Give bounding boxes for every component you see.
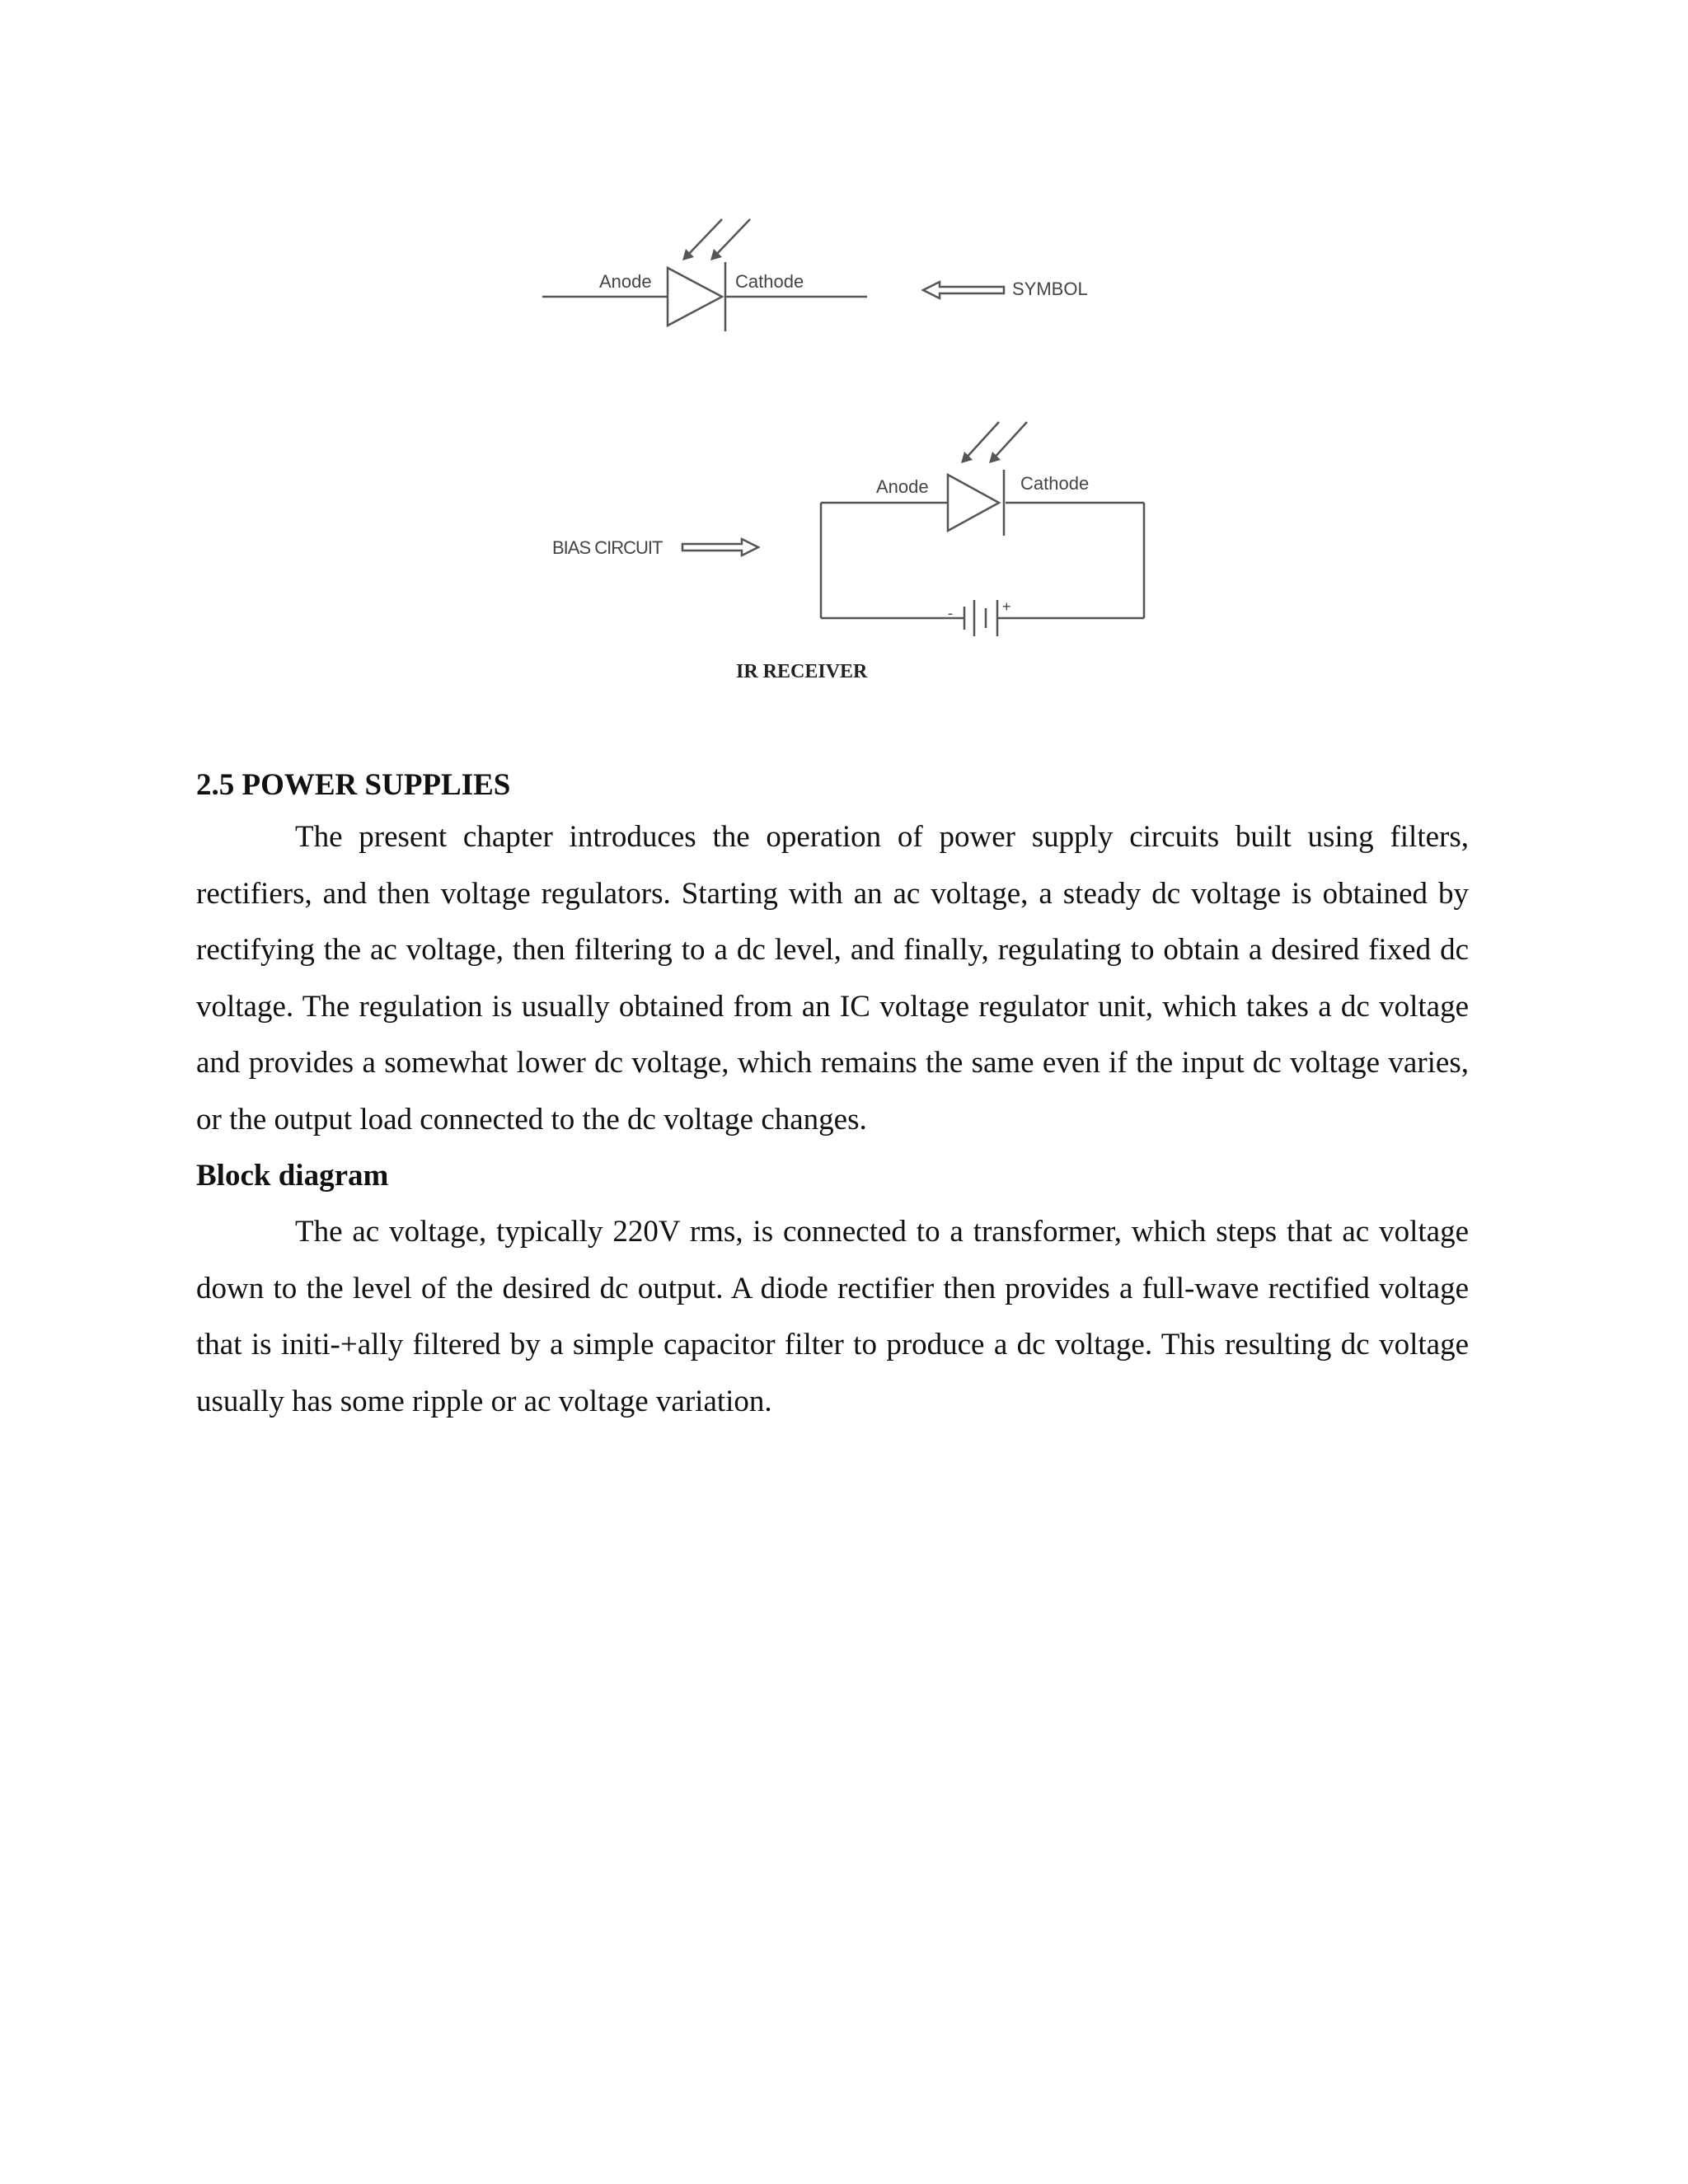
hollow-arrow-left-icon bbox=[923, 282, 1004, 298]
paragraph-intro: The present chapter introduces the operation of power supply circuits built using filters, rectifiers, and then voltage regulators. Starting with an ac voltage, a steady dc voltage is obtained by rectifying the ac voltage, then filtering to a dc level, and finally, regulating to obtain a desired fixed dc voltage. The regulation is usually obtained from an IC voltage regulator unit, which takes a dc voltage and provides a somewhat lower dc voltage, which remains the same even if the input dc voltage varies, or the output load connected to the dc voltage changes. bbox=[196, 820, 1469, 1137]
ir-receiver-figure bbox=[0, 0, 1688, 742]
symbol-cathode-label: Cathode bbox=[735, 271, 804, 292]
bias-anode-label: Anode bbox=[876, 476, 929, 497]
bias-cathode-label: Cathode bbox=[1020, 473, 1090, 494]
bias-circuit bbox=[682, 422, 1144, 636]
symbol-label: SYMBOL bbox=[1012, 279, 1088, 299]
hollow-arrow-right-icon bbox=[682, 539, 758, 555]
figure-caption-text: IR RECEIVER bbox=[736, 661, 868, 682]
document-body bbox=[196, 766, 1469, 1430]
symbol-anode-label: Anode bbox=[599, 271, 652, 292]
battery-minus-label: - bbox=[948, 605, 953, 621]
diode-diagrams bbox=[0, 0, 1688, 742]
battery-plus-label: + bbox=[1002, 598, 1011, 615]
diode-triangle bbox=[668, 268, 722, 326]
subsection-heading: Block diagram bbox=[196, 1159, 389, 1193]
light-arrow-icon bbox=[714, 219, 750, 257]
paragraph-block-diagram: The ac voltage, typically 220V rms, is connected to a transformer, which steps that ac voltage down to the level of the desired dc output. A diode rectifier then provides a full-wave rectified voltage that is initi-+ally filtered by a simple capacitor filter to produce a dc voltage. This resulting dc voltage usually has some ripple or ac voltage variation. bbox=[196, 1215, 1469, 1418]
light-arrow-icon bbox=[686, 219, 722, 257]
section-heading: 2.5 POWER SUPPLIES bbox=[196, 768, 511, 802]
bias-circuit-label: BIAS CIRCUIT bbox=[552, 537, 663, 558]
light-arrow-icon bbox=[992, 422, 1027, 460]
diode-triangle bbox=[948, 475, 999, 531]
